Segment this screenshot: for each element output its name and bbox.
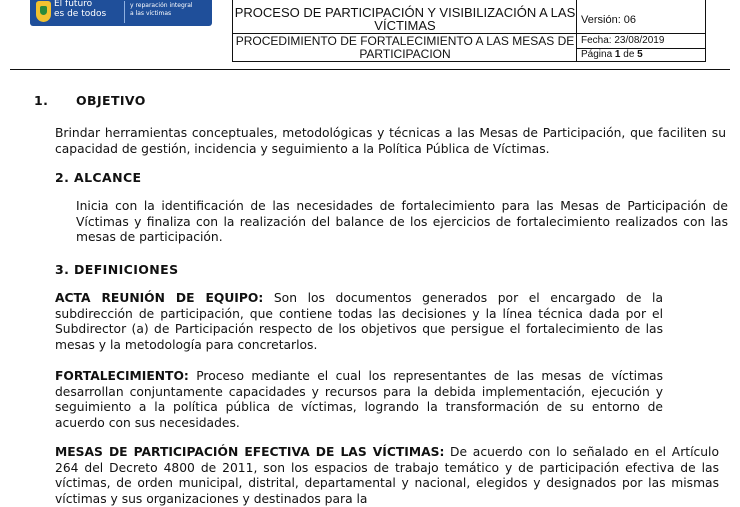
alcance-text: Inicia con la identificación de las necesidades de fortalecimiento para las Mesas de Participación de Víctimas y finaliza con la realización del balance de los ejercicios de fortalecimiento realizados con las mesas de participación. <box>76 199 728 244</box>
page-prefix: Página <box>581 49 615 60</box>
page-total: 5 <box>637 49 643 60</box>
page-current: 1 <box>614 49 621 60</box>
section-1-number: 1. <box>34 93 49 108</box>
logo-line-2: es de todos <box>54 9 107 19</box>
document-version: Versión: 06 <box>581 14 637 26</box>
definition-mesas-text: De acuerdo con lo señalado en el Artículo 264 del Decreto 4800 de 2011, son los espacios de trabajo temático y de participación efectiva de las víctimas, de orden municipal, distrital, departamental y nacional, elegidos y designados por las mismas víctimas y sus organizaciones y destinados para la <box>55 445 719 506</box>
procedure-title: PROCEDIMIENTO DE FORTALECIMIENTO A LAS MESAS DE PARTICIPACION <box>235 34 575 61</box>
definition-fortalecimiento-text: Proceso mediante el cual los representantes de las mesas de víctimas desarrollan conjuntamente capacidades y recursos para la debida implementación, ejecución y seguimiento a la política pública de víctimas, logrando la transformación de su entorno de acuerdo con sus necesidades. <box>55 369 663 430</box>
definition-acta-term: ACTA REUNIÓN DE EQUIPO: <box>55 291 264 305</box>
page-number <box>581 48 643 62</box>
definition-mesas-term: MESAS DE PARTICIPACIÓN EFECTIVA DE LAS VÍCTIMAS: <box>55 445 445 459</box>
section-3-heading: 3. DEFINICIONES <box>55 262 179 277</box>
document-date: Fecha: 23/08/2019 <box>581 35 665 46</box>
logo-divider <box>124 1 125 23</box>
section-1-title: OBJETIVO <box>76 93 146 108</box>
logo-line-4: a las víctimas <box>130 10 172 17</box>
government-logo <box>30 0 212 26</box>
page-cell <box>577 49 705 62</box>
process-title-cell <box>233 0 577 34</box>
definition-fortalecimiento <box>55 369 663 431</box>
definition-acta-text: Son los documentos generados por el encargado de la subdirección de participación, que contiene todas las decisiones y la línea técnica dada por el Subdirector (a) de Participación respecto de los objetivos que persigue el fortalecimiento de las mesas y la metodología para concretarlos. <box>55 291 663 352</box>
definition-acta <box>55 291 663 353</box>
page-of: de <box>620 49 638 60</box>
process-title: PROCESO DE PARTICIPACIÓN Y VISIBILIZACIÓN A LAS VÍCTIMAS <box>234 5 576 33</box>
procedure-title-cell <box>233 34 577 62</box>
objetivo-text: Brindar herramientas conceptuales, metodológicas y técnicas a las Mesas de Participación, que faciliten su capacidad de gestión, incidencia y seguimiento a la Política Pública de Víctimas. <box>55 126 726 156</box>
coat-of-arms-icon <box>36 1 51 22</box>
definition-mesas <box>55 445 719 507</box>
document-header-table <box>232 0 706 62</box>
header-rule <box>10 69 730 70</box>
logo-line-3: y reparación integral <box>130 2 193 9</box>
definition-fortalecimiento-term: FORTALECIMIENTO: <box>55 369 189 383</box>
version-cell <box>577 0 705 34</box>
logo-line-1: El futuro <box>54 0 93 9</box>
section-2-heading: 2. ALCANCE <box>55 170 142 185</box>
date-cell <box>577 34 705 49</box>
